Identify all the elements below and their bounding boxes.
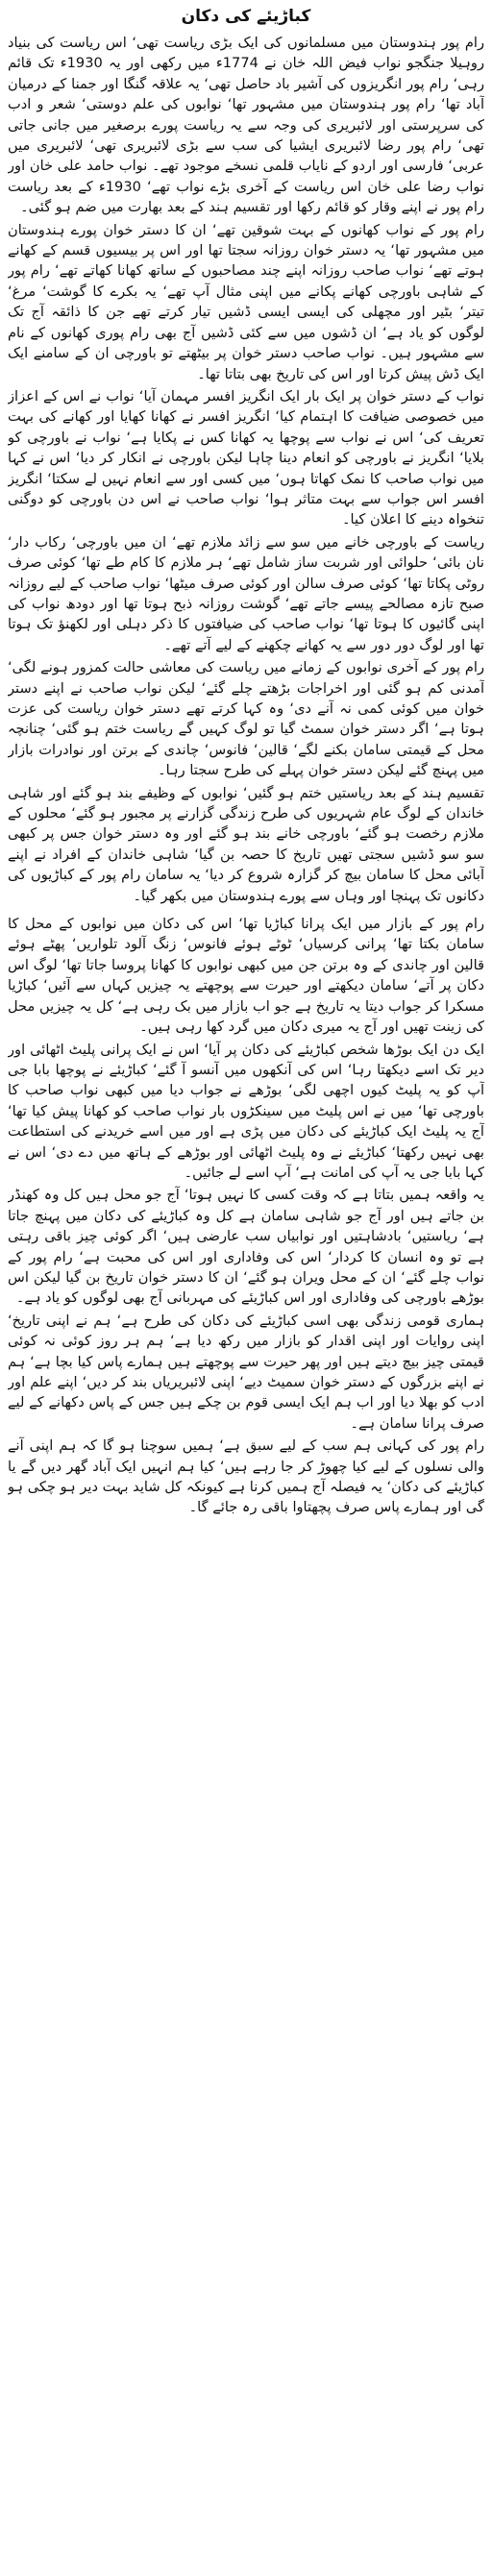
article-body — [8, 33, 484, 2566]
article-paragraph: نواب کے دستر خوان پر ایک بار ایک انگریز افسر مہمان آیا‘ نواب نے اس کے اعزاز میں خصوصی ضیافت کا اہتمام کیا‘ انگریز افسر نے کھانا کھایا اور کھانے کی بہت تعریف کی‘ اس نے نواب سے پوچھا یہ کھانا کس نے پکایا ہے‘ نواب نے باورچی کو بلایا‘ انگریز نے باورچی کو انعام دینا چاہا لیکن باورچی نے انکار کر دیا‘ اس نے کہا میں نواب صاحب کا نمک کھاتا ہوں‘ میں کسی اور سے انعام نہیں لے سکتا‘ انگریز افسر اس جواب سے بہت متاثر ہوا‘ نواب صاحب نے اس دن باورچی کو دوگنی تنخواہ دینے کا اعلان کیا۔ — [8, 387, 484, 528]
article-paragraph: رام پور ہندوستان میں مسلمانوں کی ایک بڑی ریاست تھی‘ اس ریاست کی بنیاد روہیلا جنگجو نواب فیض اللہ خان نے 1774ء میں رکھی اور یہ 1930ء تک قائم رہی‘ رام پور انگریزوں کی آشیر باد حاصل تھی‘ یہ علاقہ گنگا اور جمنا کے درمیان آباد تھا‘ رام پور ہندوستان میں مشہور تھا‘ نوابوں کی علم دوستی‘ شعر و ادب کی سرپرستی اور لائبریری کی وجہ سے یہ ریاست پورے برصغیر میں جانی جاتی تھی‘ رام پور رضا لائبریری ایشیا کی سب سے بڑی لائبریری تھی‘ لائبریری میں عربی‘ فارسی اور اردو کے نایاب قلمی نسخے موجود تھے۔ نواب حامد علی خان اور نواب رضا علی خان اس ریاست کے آخری بڑے نواب تھے‘ 1930ء کے بعد ریاست رام پور نے اپنے وقار کو قائم رکھا اور تقسیم ہند کے بعد بھارت میں ضم ہو گئی۔ — [8, 35, 484, 216]
article-paragraph: ریاست کے باورچی خانے میں سو سے زائد ملازم تھے‘ ان میں باورچی‘ رکاب دار‘ نان بائی‘ حلوائی اور شربت ساز شامل تھے‘ ہر ملازم کا کام طے تھا‘ کوئی صرف روٹی پکاتا تھا‘ کوئی صرف سالن اور کوئی صرف میٹھا‘ نواب صاحب کے لیے روزانہ صبح تازہ مصالحے پیسے جاتے تھے‘ گوشت روزانہ ذبح ہوتا تھا اور دودھ نواب کی اپنی گائیوں کا ہوتا تھا‘ نواب صاحب کی ضیافتوں کا ذکر دہلی اور لکھنؤ تک ہوتا تھا اور لوگ دور دور سے یہ کھانے چکھنے کے لیے آتے تھے۔ — [8, 533, 484, 653]
article-paragraph: رام پور کے بازار میں ایک پرانا کباڑیا تھا‘ اس کی دکان میں نوابوں کے محل کا سامان بکتا تھا‘ پرانی کرسیاں‘ ٹوٹے ہوئے فانوس‘ زنگ آلود تلواریں‘ پھٹے ہوئے قالین اور چاندی کے وہ برتن جن میں کبھی نوابوں کا کھانا پروسا جاتا تھا‘ لوگ اس دکان پر آتے‘ سامان دیکھتے اور حیرت سے پوچھتے یہ چیزیں کہاں سے آئیں‘ کباڑیا مسکرا کر جواب دیتا یہ تاریخ ہے جو اب بازار میں بک رہی ہے‘ کل یہ چیزیں محل کی زینت تھیں اور آج یہ میری دکان میں گرد کھا رہی ہیں۔ — [8, 916, 484, 1036]
article-paragraph: تقسیم ہند کے بعد ریاستیں ختم ہو گئیں‘ نوابوں کے وظیفے بند ہو گئے اور شاہی خاندان کے لوگ عام شہریوں کی طرح زندگی گزارنے پر مجبور ہو گئے‘ محلوں کے ملازم رخصت ہو گئے‘ باورچی خانے بند ہو گئے اور وہ دستر خوان جس پر کبھی سو سو ڈشیں سجتی تھیں تاریخ کا حصہ بن گیا‘ شاہی خاندان کے افراد نے اپنے آبائی محل کا سامان بیچ کر گزارہ شروع کر دیا‘ یہ سامان رام پور کے کباڑیوں کی دکانوں تک پہنچا اور وہاں سے پورے ہندوستان میں بکھر گیا۔ — [8, 784, 484, 904]
article-paragraph: رام پور کے آخری نوابوں کے زمانے میں ریاست کی معاشی حالت کمزور ہونے لگی‘ آمدنی کم ہو گئی اور اخراجات بڑھتے چلے گئے‘ لیکن نواب صاحب نے اپنے دستر خوان میں کوئی کمی نہ آنے دی‘ وہ کہا کرتے تھے دستر خوان ریاست کی عزت ہوتا ہے‘ اگر دستر خوان سمٹ گیا تو لوگ کہیں گے ریاست ختم ہو گئی‘ چنانچہ محل کے قیمتی سامان بکنے لگے‘ قالین‘ فانوس‘ چاندی کے برتن اور نوادرات بازار میں پہنچ گئے لیکن دستر خوان پہلے کی طرح سجتا رہا۔ — [8, 659, 484, 779]
article-paragraph: ہماری قومی زندگی بھی اسی کباڑیئے کی دکان کی طرح ہے‘ ہم نے اپنی تاریخ‘ اپنی روایات اور اپنی اقدار کو بازار میں رکھ دیا ہے‘ ہم ہر روز کوئی نہ کوئی قیمتی چیز بیچ دیتے ہیں اور پھر حیرت سے پوچھتے ہیں ہمارے پاس کیا بچا ہے‘ ہم نے اپنے بزرگوں کے دستر خوان سمیٹ دیے‘ اپنی لائبریریاں بند کر دیں‘ اپنے علم اور ادب کو بھلا دیا اور اب ہم ایک ایسی قوم بن چکے ہیں جس کے پاس دکھانے کے لیے صرف پرانا سامان ہے۔ — [8, 1312, 484, 1432]
article-paragraph: یہ واقعہ ہمیں بتاتا ہے کہ وقت کسی کا نہیں ہوتا‘ آج جو محل ہیں کل وہ کھنڈر بن جاتے ہیں اور آج جو شاہی سامان ہے کل وہ کباڑیئے کی دکان میں پہنچ جاتا ہے‘ ریاستیں‘ بادشاہتیں اور نوابیاں سب عارضی ہیں‘ اگر کوئی چیز باقی رہتی ہے تو وہ انسان کا کردار‘ اس کی وفاداری اور اس کی محبت ہے‘ رام پور کے نواب چلے گئے‘ ان کے محل ویران ہو گئے‘ ان کا دستر خوان تاریخ بن گیا لیکن اس بوڑھے باورچی کی وفاداری اور اس کباڑیئے کی مہربانی آج بھی لوگوں کو یاد ہے۔ — [8, 1187, 484, 1307]
article-paragraph: رام پور کی کہانی ہم سب کے لیے سبق ہے‘ ہمیں سوچنا ہو گا کہ ہم اپنی آنے والی نسلوں کے لیے کیا چھوڑ کر جا رہے ہیں‘ کیا ہم انہیں ایک آباد گھر دیں گے یا کباڑیئے کی دکان‘ یہ فیصلہ آج ہمیں کرنا ہے کیونکہ کل شاید بہت دیر ہو چکی ہو گی اور ہمارے پاس صرف پچھتاوا باقی رہ جائے گا۔ — [8, 1437, 484, 1516]
article-paragraph: رام پور کے نواب کھانوں کے بہت شوقین تھے‘ ان کا دستر خوان پورے ہندوستان میں مشہور تھا‘ یہ دستر خوان روزانہ سجتا تھا اور اس پر بیسیوں قسم کے کھانے ہوتے تھے‘ نواب صاحب روزانہ اپنے چند مصاحبوں کے ساتھ کھانا کھاتے تھے‘ رام پور کے شاہی باورچی کھانے پکانے میں اپنی مثال آپ تھے‘ یہ بکرے کا گوشت‘ مرغ‘ تیتر‘ بٹیر اور مچھلی کی ایسی ایسی ڈشیں تیار کرتے تھے جن کا ذائقہ آج تک لوگوں کو یاد ہے‘ ان ڈشوں میں سے کئی ڈشیں آج بھی رام پوری کھانوں کے نام سے مشہور ہیں۔ نواب صاحب دستر خوان پر بیٹھتے تو باورچی ان کے سامنے ایک ایک ڈش پیش کرتا اور اس کی تاریخ بھی بتاتا تھا۔ — [8, 221, 484, 382]
article-title: کباڑیئے کی دکان — [181, 7, 311, 26]
article-paragraph: ایک دن ایک بوڑھا شخص کباڑیئے کی دکان پر آیا‘ اس نے ایک پرانی پلیٹ اٹھائی اور دیر تک اسے دیکھتا رہا‘ اس کی آنکھوں میں آنسو آ گئے‘ کباڑیئے نے پوچھا بابا جی آپ کو یہ پلیٹ کیوں اچھی لگی‘ بوڑھے نے جواب دیا میں کبھی نواب صاحب کا باورچی تھا‘ میں نے اس پلیٹ میں سینکڑوں بار نواب صاحب کو کھانا پیش کیا تھا‘ آج یہ پلیٹ ایک کباڑیئے کی دکان میں پڑی ہے اور میں اسے خریدنے کی استطاعت بھی نہیں رکھتا‘ کباڑیئے نے وہ پلیٹ اٹھائی اور بوڑھے کے ہاتھ میں دے دی‘ اس نے کہا بابا جی یہ آپ کی امانت ہے‘ آپ اسے لے جائیں۔ — [8, 1041, 484, 1181]
